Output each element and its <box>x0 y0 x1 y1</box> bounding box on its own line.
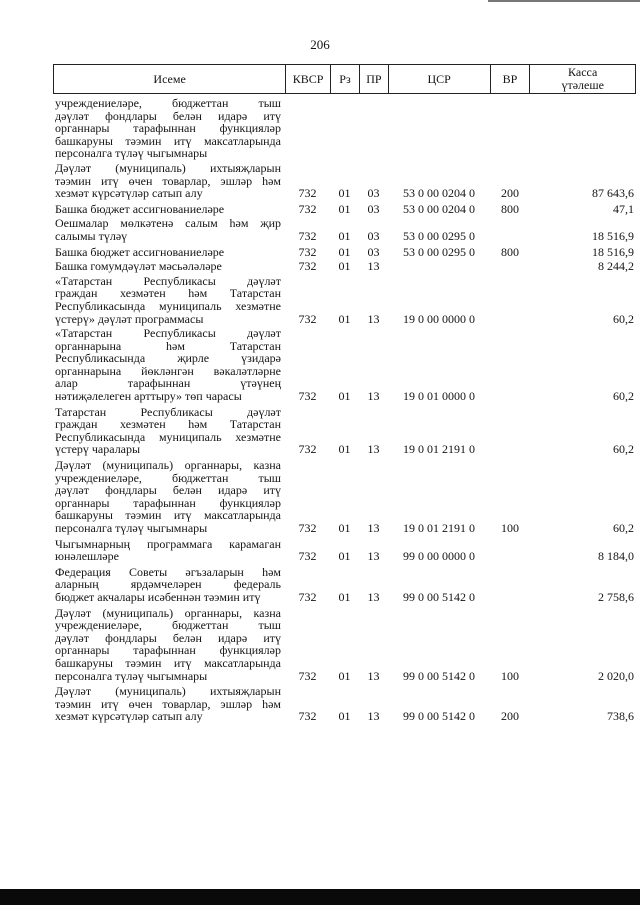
description-line: Дәүләт (муниципаль) органнары, казна <box>55 458 281 473</box>
row-description <box>53 275 285 325</box>
row-csr: 19 0 01 2191 0 <box>403 521 475 535</box>
row-rz: 01 <box>338 244 351 259</box>
row-description <box>53 327 285 403</box>
row-amount: 2 020,0 <box>598 668 634 683</box>
row-rz: 01 <box>338 259 351 274</box>
row-rz: 01 <box>338 311 351 326</box>
description-line: Республикасында җирле үзидарә <box>55 351 281 366</box>
row-rz: 01 <box>338 668 351 683</box>
table-body <box>53 95 636 723</box>
row-pr: 13 <box>367 668 380 683</box>
row-csr: 53 0 00 0204 0 <box>403 186 475 201</box>
row-amount: 2 758,6 <box>598 589 634 604</box>
description-line: Башка бюджет ассигнованиеләре <box>55 244 225 259</box>
row-rz: 01 <box>338 442 351 457</box>
description-line: органнары тарафыннан функцияләр <box>55 495 281 510</box>
description-line: Республикасында муниципаль хезмәтне <box>55 429 281 444</box>
row-description <box>53 217 285 242</box>
description-line: Чыгымнарның программага карамаган <box>55 536 281 551</box>
row-rz: 01 <box>338 589 351 604</box>
row-kvsr: 732 <box>298 709 317 724</box>
table-row <box>53 260 636 273</box>
description-line: Татарстан Республикасы дәүләт <box>55 404 281 419</box>
row-csr: 19 0 00 0000 0 <box>403 311 475 326</box>
header-rz: Рз <box>330 65 359 93</box>
description-line: дәүләт фондлары белән идарә итү <box>55 630 281 645</box>
description-line: Дәүләт (муниципаль) ихтыяҗларын <box>55 160 281 175</box>
description-line: үстерү чаралары <box>55 442 141 457</box>
table-row <box>53 607 636 683</box>
row-description <box>53 406 285 456</box>
row-rz: 01 <box>338 186 351 201</box>
description-line: Башка гомумдәүләт мәсьәләләре <box>55 259 222 274</box>
row-amount: 60,2 <box>613 389 634 404</box>
description-line: учреждениеләре, бюджеттан тыш <box>55 618 281 633</box>
row-pr: 03 <box>367 186 380 201</box>
row-pr: 13 <box>367 389 380 404</box>
header-pr: ПР <box>359 65 388 93</box>
description-line: хезмәт күрсәтүләр сатып алу <box>55 186 203 201</box>
row-vr: 800 <box>501 244 519 259</box>
row-description <box>53 162 285 200</box>
row-rz: 01 <box>338 521 351 535</box>
description-line: башкаруны тәэмин итү максатларында <box>55 508 281 523</box>
table-header <box>53 64 636 94</box>
table-row <box>53 406 636 456</box>
row-amount: 8 244,2 <box>598 259 634 274</box>
description-line: органнарына һәм Татарстан <box>55 338 281 353</box>
table-row <box>53 97 636 160</box>
row-csr: 99 0 00 5142 0 <box>403 589 475 604</box>
row-csr: 19 0 01 0000 0 <box>403 389 475 404</box>
row-csr: 19 0 01 2191 0 <box>403 442 475 457</box>
description-line: органнары тарафыннан функцияләр <box>55 121 281 136</box>
table-row <box>53 217 636 242</box>
description-line: тәэмин итү өчен товарлар, эшләр һәм <box>55 173 281 188</box>
row-pr: 03 <box>367 201 380 216</box>
row-description <box>53 97 285 160</box>
row-kvsr: 732 <box>298 228 317 243</box>
description-line: Дәүләт (муниципаль) органнары, казна <box>55 605 281 620</box>
row-description <box>53 260 285 273</box>
table-row <box>53 275 636 325</box>
description-line: алар тарафыннан үтәүнең <box>55 376 281 391</box>
description-line: «Татарстан Республикасы дәүләт <box>55 326 281 341</box>
description-line: Федерация Советы әгъзаларын һәм <box>55 564 281 579</box>
row-amount: 18 516,9 <box>592 244 634 259</box>
row-vr: 100 <box>501 521 519 535</box>
row-csr: 53 0 00 0204 0 <box>403 201 475 216</box>
row-description <box>53 538 285 563</box>
row-kvsr: 732 <box>298 244 317 259</box>
description-line: дәүләт фондлары белән идарә итү <box>55 483 281 498</box>
row-pr: 13 <box>367 311 380 326</box>
description-line: персоналга түләү чыгымнары <box>55 146 208 161</box>
row-amount: 60,2 <box>613 521 634 535</box>
header-csr: ЦСР <box>388 65 490 93</box>
description-line: Башка бюджет ассигнованиеләре <box>55 201 225 216</box>
row-kvsr: 732 <box>298 549 317 564</box>
row-description <box>53 459 285 535</box>
row-kvsr: 732 <box>298 259 317 274</box>
description-line: персоналга түләү чыгымнары <box>55 668 208 683</box>
row-csr: 99 0 00 0000 0 <box>403 549 475 564</box>
description-line: учреждениеләре, бюджеттан тыш <box>55 470 281 485</box>
header-name: Исеме <box>153 71 186 86</box>
row-description <box>53 203 285 216</box>
table-row <box>53 203 636 216</box>
row-kvsr: 732 <box>298 668 317 683</box>
row-csr: 53 0 00 0295 0 <box>403 228 475 243</box>
row-description <box>53 566 285 604</box>
row-vr: 200 <box>501 709 519 724</box>
row-pr: 13 <box>367 589 380 604</box>
row-pr: 03 <box>367 228 380 243</box>
row-rz: 01 <box>338 201 351 216</box>
table-row <box>53 566 636 604</box>
table-row <box>53 162 636 200</box>
description-line: граждан хезмәтен һәм Татарстан <box>55 286 281 301</box>
row-kvsr: 732 <box>298 201 317 216</box>
row-pr: 13 <box>367 442 380 457</box>
table-row <box>53 246 636 259</box>
row-vr: 100 <box>501 668 519 683</box>
row-csr: 99 0 00 5142 0 <box>403 709 475 724</box>
row-kvsr: 732 <box>298 521 317 535</box>
row-csr: 53 0 00 0295 0 <box>403 244 475 259</box>
row-rz: 01 <box>338 228 351 243</box>
row-kvsr: 732 <box>298 186 317 201</box>
row-pr: 13 <box>367 521 380 535</box>
description-line: аларның ярдәмчеләрен федераль <box>55 577 281 592</box>
header-kvsr: КВСР <box>285 65 330 93</box>
scan-edge-line <box>488 0 640 2</box>
row-amount: 87 643,6 <box>592 186 634 201</box>
row-amount: 18 516,9 <box>592 228 634 243</box>
row-amount: 8 184,0 <box>598 549 634 564</box>
row-pr: 13 <box>367 549 380 564</box>
description-line: дәүләт фондлары белән идарә итү <box>55 108 281 123</box>
header-amount: Касса үтәлеше <box>529 65 635 93</box>
description-line: персоналга түләү чыгымнары <box>55 521 208 535</box>
description-line: учреждениеләре, бюджеттан тыш <box>55 96 281 110</box>
row-amount: 47,1 <box>613 201 634 216</box>
row-description <box>53 246 285 259</box>
row-kvsr: 732 <box>298 389 317 404</box>
description-line: Дәүләт (муниципаль) ихтыяҗларын <box>55 684 281 699</box>
row-kvsr: 732 <box>298 311 317 326</box>
table-row <box>53 327 636 403</box>
description-line: «Татарстан Республикасы дәүләт <box>55 273 281 288</box>
description-line: салымы түләү <box>55 228 128 243</box>
row-pr: 13 <box>367 709 380 724</box>
page-number: 206 <box>310 37 330 52</box>
row-vr: 800 <box>501 201 519 216</box>
row-description <box>53 607 285 683</box>
row-description <box>53 685 285 723</box>
description-line: Республикасында муниципаль хезмәтне <box>55 298 281 313</box>
row-rz: 01 <box>338 549 351 564</box>
description-line: бюджет акчалары исәбеннән тәэмин итү <box>55 589 261 604</box>
table-row <box>53 459 636 535</box>
description-line: органнары тарафыннан функцияләр <box>55 643 281 658</box>
row-pr: 03 <box>367 244 380 259</box>
header-vr: ВР <box>490 65 530 93</box>
row-rz: 01 <box>338 709 351 724</box>
description-line: башкаруны тәэмин итү максатларында <box>55 655 281 670</box>
row-csr: 99 0 00 5142 0 <box>403 668 475 683</box>
description-line: тәэмин итү өчен товарлар, эшләр һәм <box>55 696 281 711</box>
row-amount: 60,2 <box>613 442 634 457</box>
row-amount: 60,2 <box>613 311 634 326</box>
description-line: органнарына йөкләнгән вәкаләтләрне <box>55 363 281 378</box>
row-kvsr: 732 <box>298 442 317 457</box>
table-row <box>53 538 636 563</box>
row-kvsr: 732 <box>298 589 317 604</box>
description-line: үстерү» дәүләт программасы <box>55 311 204 326</box>
scan-bottom-bar <box>0 889 640 905</box>
row-rz: 01 <box>338 389 351 404</box>
table-row <box>53 685 636 723</box>
description-line: хезмәт күрсәтүләр сатып алу <box>55 709 203 724</box>
row-amount: 738,6 <box>607 709 634 724</box>
row-pr: 13 <box>367 259 380 274</box>
description-line: нәтиҗәлелеген арттыру» төп чарасы <box>55 389 242 404</box>
description-line: граждан хезмәтен һәм Татарстан <box>55 417 281 432</box>
description-line: юнәлешләре <box>55 549 119 564</box>
description-line: Оешмалар мөлкәтенә салым һәм җир <box>55 216 281 231</box>
row-vr: 200 <box>501 186 519 201</box>
description-line: башкаруны тәэмин итү максатларында <box>55 133 281 148</box>
